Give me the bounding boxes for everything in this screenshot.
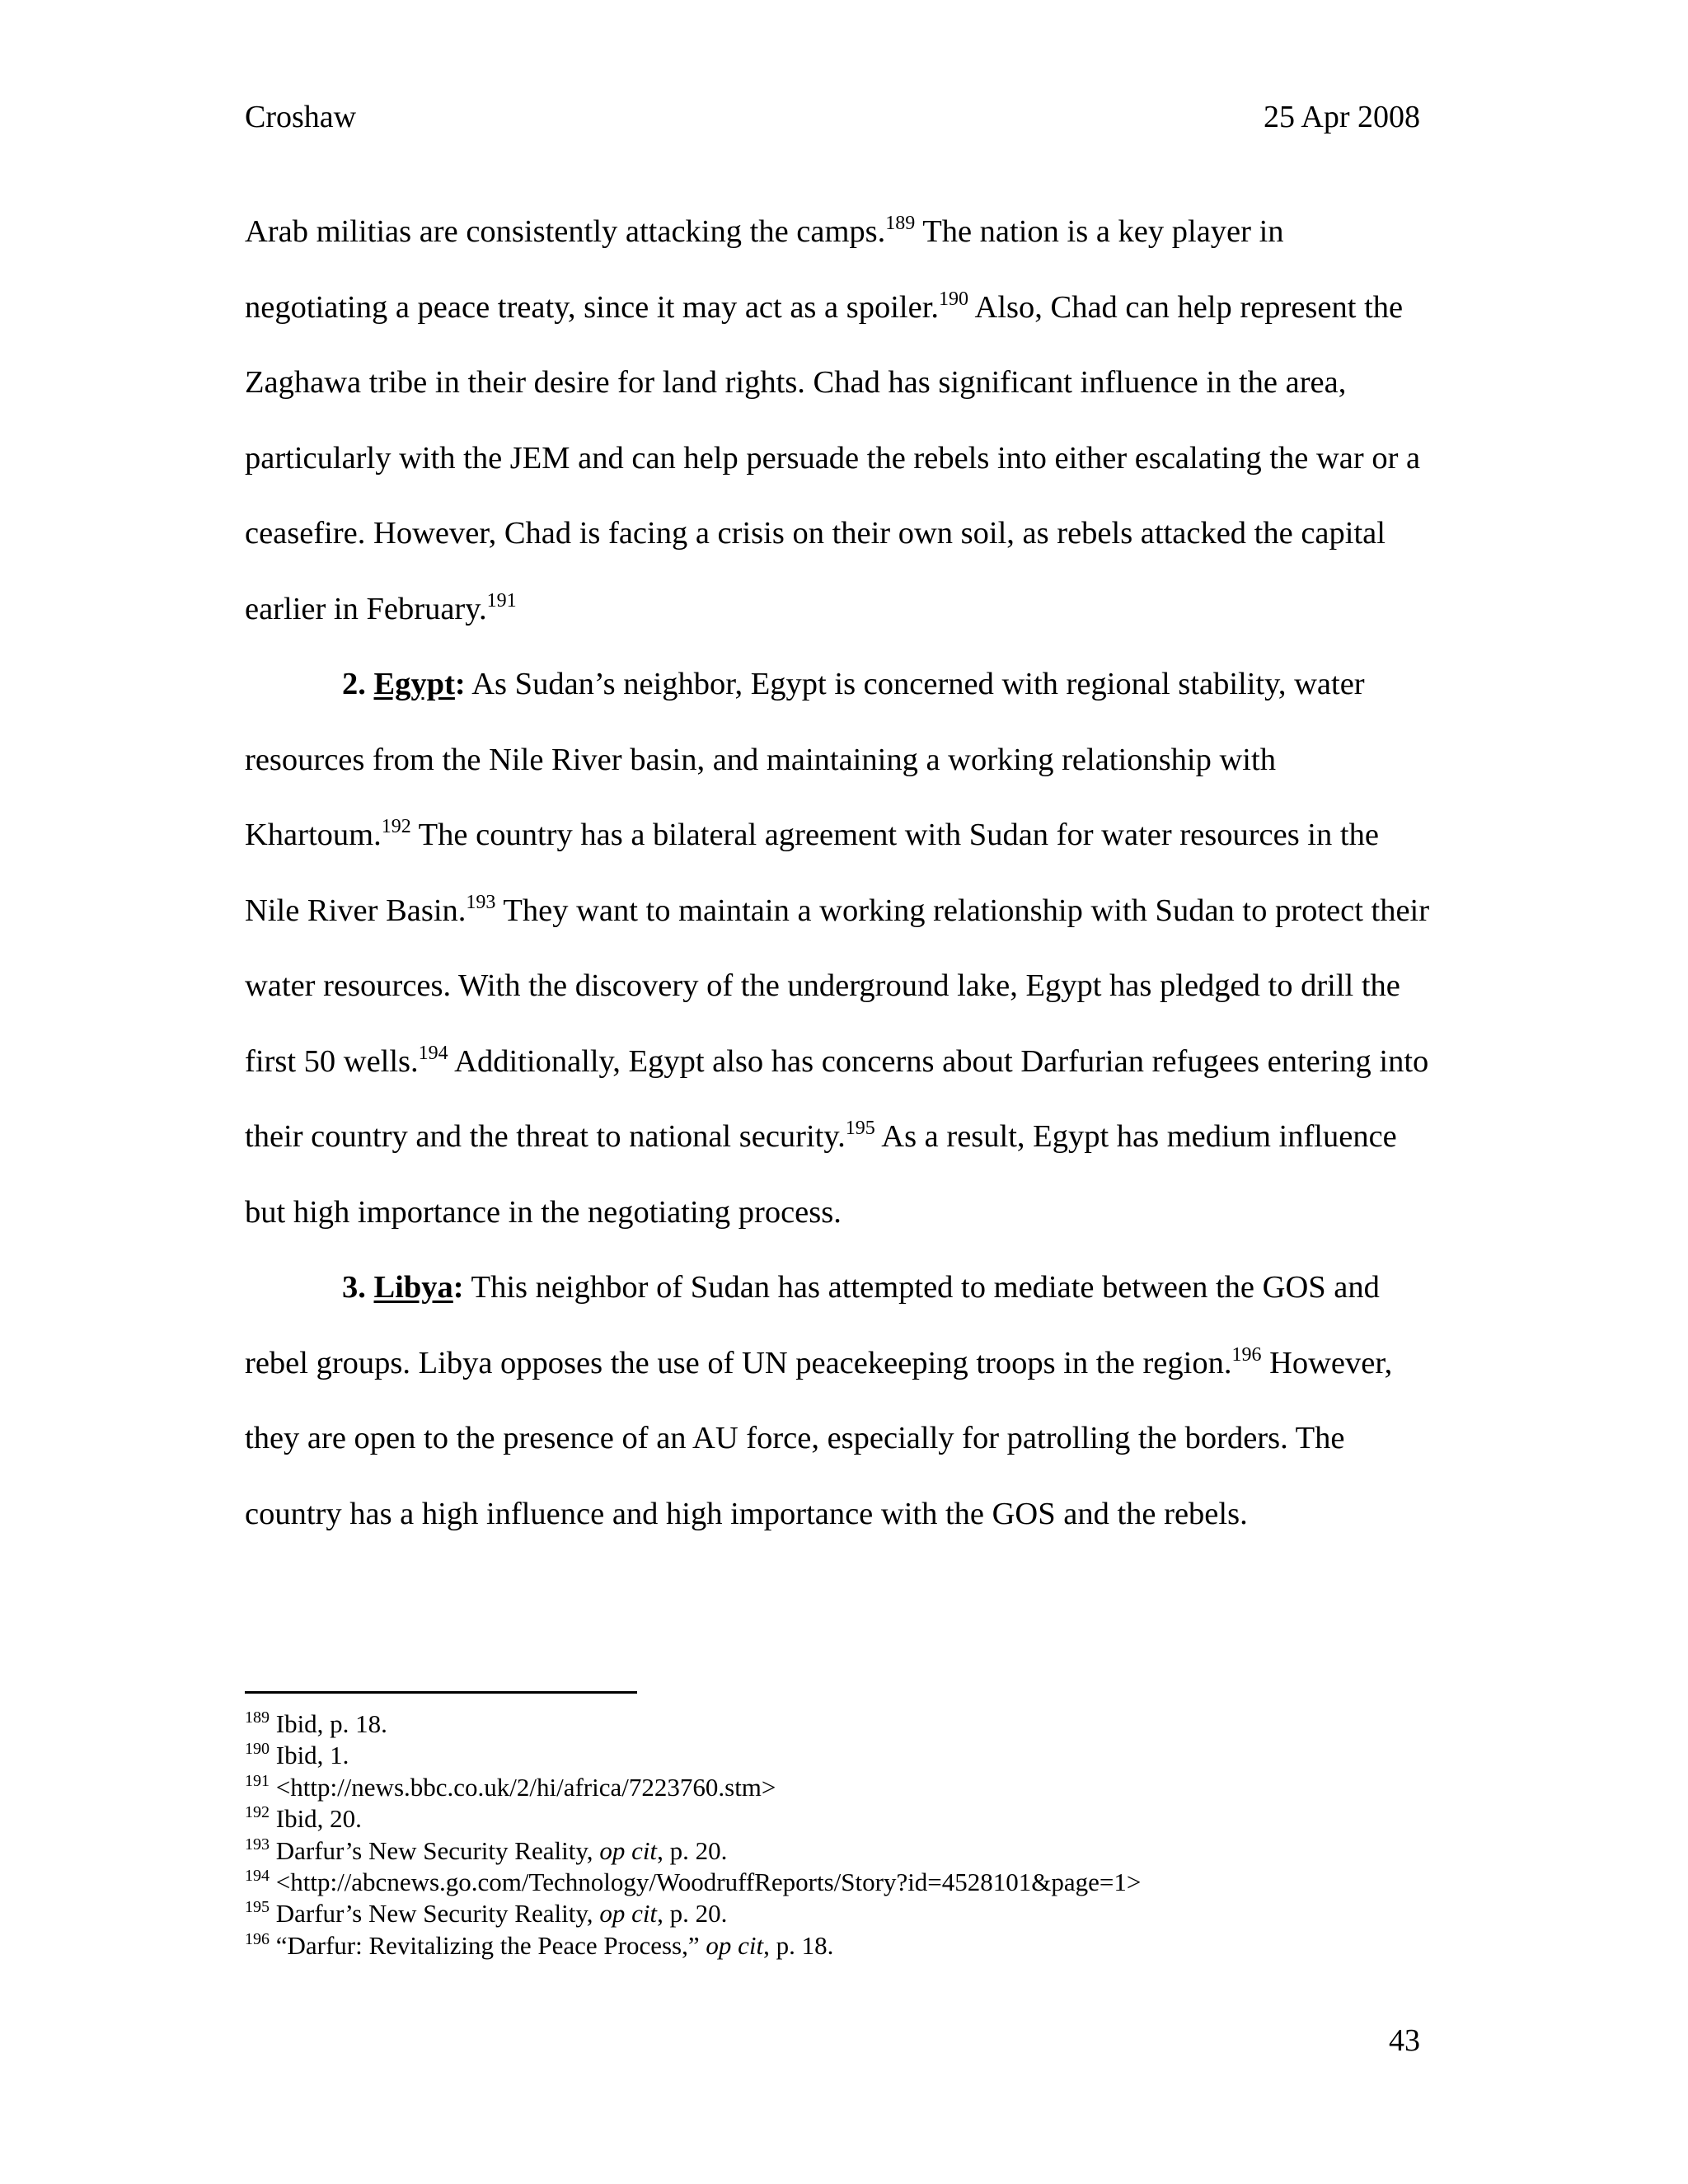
footnote-ref-196[interactable]: 196 — [1231, 1343, 1262, 1366]
footnote-number: 195 — [245, 1898, 270, 1917]
paragraph-text: Also, Chad can help represent the Zaghawa tribe in their desire for land rights. Chad has significant influence in the area, particularly with the JEM and can help persuade the rebels into either escalating the war or a ceasefire. However, Chad is facing a crisis on their own soil, as rebels attacked the capital earlier in February. — [245, 289, 1421, 626]
footnote-number: 196 — [245, 1929, 270, 1948]
footnote-text: Ibid, 1. — [270, 1741, 349, 1770]
footnote-text: Ibid, p. 18. — [270, 1709, 387, 1738]
footnote-italic: op cit — [706, 1930, 764, 1960]
footnote-text: “Darfur: Revitalizing the Peace Process,” — [270, 1930, 706, 1960]
paragraph-text: Additionally, Egypt also has concerns about Darfurian refugees entering into their country and the threat to national security. — [245, 1043, 1429, 1154]
section-colon: : — [454, 667, 466, 701]
footnote-link[interactable]: <http://news.bbc.co.uk/2/hi/africa/7223760.stm> — [270, 1772, 776, 1802]
paragraph-text: As a result, Egypt has medium influence but high importance in the negotiating process. — [245, 1119, 1397, 1230]
section-heading-libya: Libya — [373, 1270, 453, 1305]
footnote-195 — [245, 1898, 1432, 1929]
footnote-191 — [245, 1772, 1432, 1803]
footnote-ref-194[interactable]: 194 — [418, 1042, 448, 1064]
paragraph-egypt — [245, 647, 1432, 1250]
section-number: 3. — [342, 1270, 374, 1305]
page-number: 43 — [1389, 2023, 1420, 2058]
footnote-italic: op cit — [599, 1899, 658, 1929]
footnote-ref-190[interactable]: 190 — [939, 288, 969, 310]
footnote-link[interactable]: <http://abcnews.go.com/Technology/WoodruffReports/Story?id=4528101&page=1> — [270, 1868, 1142, 1897]
paragraph-text: The country has a bilateral agreement with Sudan for water resources in the Nile River Basin. — [245, 818, 1379, 928]
paragraph-text: Arab militias are consistently attacking the camps. — [245, 214, 886, 249]
footnote-text: Darfur’s New Security Reality, — [270, 1835, 600, 1865]
footnotes — [245, 1708, 1432, 1961]
footnote-number: 189 — [245, 1708, 270, 1727]
footnote-separator — [245, 1691, 637, 1694]
footnote-192 — [245, 1803, 1432, 1835]
footnote-number: 194 — [245, 1867, 270, 1886]
footnote-italic: op cit — [599, 1835, 658, 1865]
paragraph-text: They want to maintain a working relationship with Sudan to protect their water resources. With the discovery of the underground lake, Egypt has pledged to drill the first 50 wells. — [245, 893, 1430, 1079]
header-author: Croshaw — [245, 100, 357, 134]
paragraph-chad — [245, 194, 1432, 647]
footnote-text: Darfur’s New Security Reality, — [270, 1899, 600, 1929]
section-heading-egypt: Egypt — [373, 667, 455, 701]
footnote-ref-195[interactable]: 195 — [845, 1118, 875, 1139]
footnote-189 — [245, 1708, 1432, 1740]
paragraph-text: However, they are open to the presence of an AU force, especially for patrolling the borders. The country has a high influence and high importance with the GOS and the rebels. — [245, 1345, 1393, 1531]
header-date: 25 Apr 2008 — [1264, 100, 1420, 134]
footnote-ref-191[interactable]: 191 — [486, 589, 517, 612]
footnote-text: , p. 20. — [657, 1835, 728, 1865]
footnote-text: , p. 20. — [657, 1899, 728, 1929]
footnote-196 — [245, 1930, 1432, 1961]
footnote-text: Ibid, 20. — [270, 1804, 362, 1834]
section-colon: : — [452, 1270, 464, 1305]
footnote-number: 191 — [245, 1771, 270, 1790]
footnote-190 — [245, 1740, 1432, 1771]
paragraph-text: As Sudan’s neighbor, Egypt is concerned with regional stability, water resources from the Nile River basin, and maintaining a working relationship with Khartoum. — [245, 667, 1365, 852]
page-header — [245, 97, 1420, 137]
paragraph-text: The nation is a key player in negotiating a peace treaty, since it may act as a spoiler. — [245, 214, 1284, 325]
footnote-text: , p. 18. — [763, 1930, 834, 1960]
footnote-ref-189[interactable]: 189 — [885, 213, 916, 234]
section-number: 2. — [342, 667, 374, 701]
footnote-ref-193[interactable]: 193 — [466, 891, 496, 913]
footnote-ref-192[interactable]: 192 — [381, 816, 411, 837]
footnote-193 — [245, 1835, 1432, 1867]
footnote-number: 190 — [245, 1740, 270, 1759]
body-text — [245, 194, 1432, 1552]
paragraph-libya — [245, 1250, 1432, 1552]
footnote-number: 193 — [245, 1835, 270, 1854]
footnote-194 — [245, 1867, 1432, 1898]
footnote-number: 192 — [245, 1803, 270, 1822]
paragraph-text: This neighbor of Sudan has attempted to mediate between the GOS and rebel groups. Libya opposes the use of UN peacekeeping troops in the region. — [245, 1270, 1380, 1380]
